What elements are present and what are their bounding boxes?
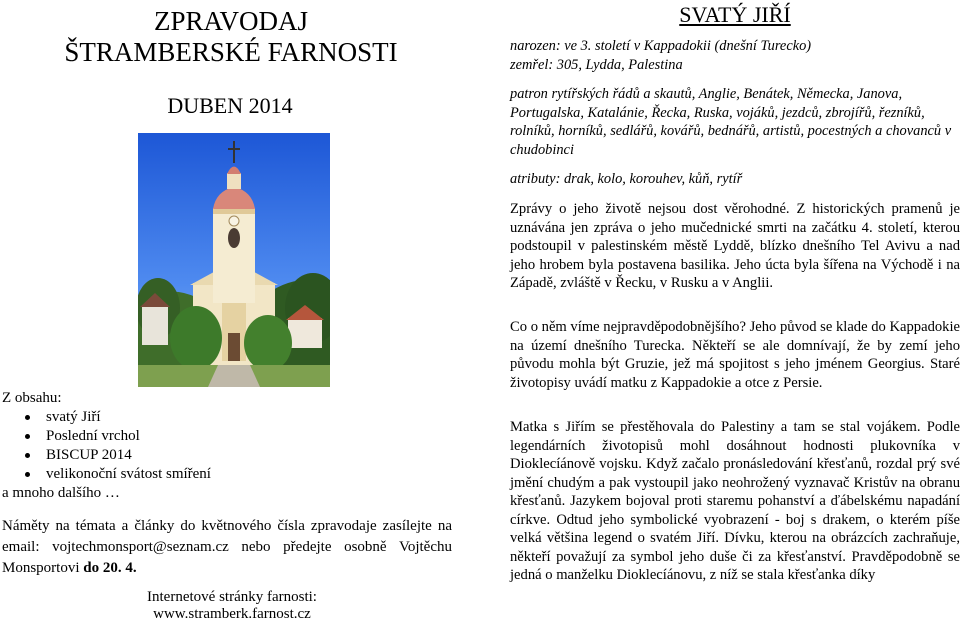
attributes-text: atributy: drak, kolo, korouhev, kůň, rytíř <box>510 171 743 187</box>
contents-list <box>2 408 211 484</box>
website-link[interactable]: www.stramberk.farnost.cz <box>153 606 311 622</box>
left-column <box>0 0 462 622</box>
submission-notice <box>2 516 452 579</box>
died-line: zemřel: 305, Lydda, Palestina <box>510 57 683 73</box>
right-column <box>510 0 960 622</box>
contents-item: BISCUP 2014 <box>46 446 211 465</box>
contents-box <box>2 389 211 503</box>
issue-month: DUBEN 2014 <box>167 93 293 118</box>
newsletter-subtitle: ŠTRAMBERSKÉ FARNOSTI <box>64 37 398 67</box>
newsletter-title: ZPRAVODAJ <box>153 6 309 36</box>
article-paragraph: Zprávy o jeho životě nejsou dost věrohodné. Z historických pramenů je uznávána jen zpráva o jeho mučednické smrti na začátku 4. století, kterou podstoupil v palestinském městě Lyddě, blízko dnešního Tel Avivu a nad jeho hrobem byla postavena basilika. Jeho úcta byla šířena na Východě i na Západě, zvláště v Řecku, v Rusku a v Anglii. <box>510 201 960 291</box>
article-paragraph: Co o něm víme nejpravděpodobnějšího? Jeho původ se klade do Kappadokie na území dnešního Turecka. Někteří se ale domnívají, že by zemí jeho původu mohla být Gruzie, jež má spojitost s jeho jménem Georgius. Staré životopisy uvádí matku z Kappadokie a otce z Persie. <box>510 319 960 391</box>
patron-text: patron rytířských řádů a skautů, Anglie, Benátek, Německa, Janova, Portugalska, Katalánie, Řecka, Ruska, vojáků, jezdců, zbrojířů, řezníků, rolníků, horníků, sedlářů, kovářů, bednářů, artistů, pocestných a chovanců v chudobinci <box>510 86 952 158</box>
article-heading: SVATÝ JIŘÍ <box>679 2 791 27</box>
church-photo <box>138 133 330 387</box>
contents-item: velikonoční svátost smíření <box>46 466 211 482</box>
contents-more: a mnoho dalšího … <box>2 485 120 501</box>
contents-item: Poslední vrchol <box>46 427 211 446</box>
contents-heading: Z obsahu: <box>2 390 62 406</box>
born-line: narozen: ve 3. století v Kappadokii (dnešní Turecko) <box>510 38 812 54</box>
submission-text: Náměty na témata a články do květnového čísla zpravodaje zasílejte na email: vojtechmonsport@seznam.cz nebo předejte osobně Vojtěchu Monsportovi <box>2 518 452 576</box>
website-block <box>102 589 362 623</box>
website-label: Internetové stránky farnosti: <box>147 589 317 605</box>
contents-item: svatý Jiří <box>46 408 211 427</box>
submission-deadline: do 20. 4. <box>83 560 137 576</box>
article-paragraph: Matka s Jiřím se přestěhovala do Palestiny a tam se stal vojákem. Podle legendárních životopisů mohl dosáhnout hodnosti plukovníka v Dioklecíánově vojsku. Když začalo pronásledování křesťanů, rozdal prý své jmění chudým a pak vystoupil jako neohrožený vyznavač Kristův na obranu křesťanů. Jazykem bojoval proti staremu pohanství a ďábelskému napadání církve. Odtud jeho symbolické vyobrazení - boj s drakem, o kterém píše velká většina legend o svatém Jiří. Dívku, kterou na obrázcích zachraňuje, někteří považují za symbol jeho duše či za křesťanství. Pravděpodobně se jedná o manželku Dioklecíánovu, z níž se stala křesťanka díky <box>510 419 960 583</box>
